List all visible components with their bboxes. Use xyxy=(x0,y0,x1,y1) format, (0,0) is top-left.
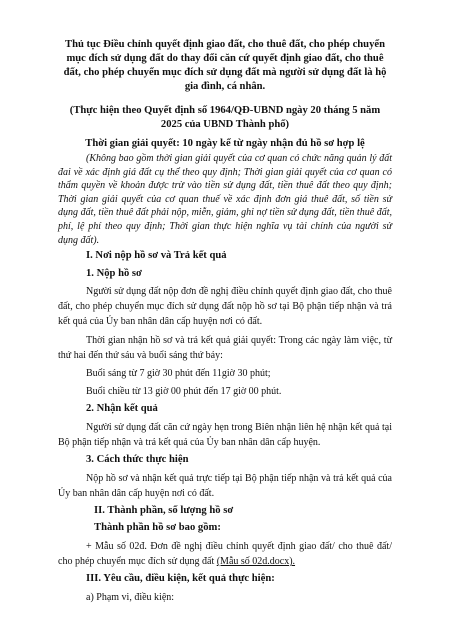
paragraph-method: Nộp hồ sơ và nhận kết quả trực tiếp tại Bộ phận tiếp nhận và trả kết quả của Ủy ban nhân dân cấp huyện nơi có đất. xyxy=(58,472,392,499)
document-title: Thủ tục Điều chỉnh quyết định giao đất, cho thuê đất, cho phép chuyển mục đích sử dụng đất do thay đổi căn cứ quyết định giao đất, cho thuê đất, cho phép chuyển mục đích sử dụng đất mà người sử dụng đất là hộ gia đình, cá nhân. xyxy=(63,39,387,92)
section-heading-3: III. Yêu cầu, điều kiện, kết quả thực hiện: xyxy=(86,573,275,585)
decision-reference: (Thực hiện theo Quyết định số 1964/QĐ-UBND ngày 20 tháng 5 năm 2025 của UBND Thành phố) xyxy=(69,105,381,130)
section-heading-1: I. Nơi nộp hồ sơ và Trả kết quả xyxy=(86,250,227,262)
paragraph-working-hours: Thời gian nhận hồ sơ và trả kết quả giải quyết: Trong các ngày làm việc, từ thứ hai đến thứ sáu và buổi sáng thứ bảy: xyxy=(58,334,392,361)
paragraph-scope: a) Phạm vi, điều kiện: xyxy=(86,591,175,603)
processing-time: Thời gian giải quyết: 10 ngày kể từ ngày nhận đủ hồ sơ hợp lệ xyxy=(85,138,365,149)
paragraph-morning-hours: Buổi sáng từ 7 giờ 30 phút đến 11giờ 30 phút; xyxy=(86,367,271,379)
paragraph-receive-result: Người sử dụng đất căn cứ ngày hẹn trong Biên nhận liên hệ nhận kết quả tại Bộ phận tiếp nhận và trả kết quả của Ủy ban nhân dân cấp huyện. xyxy=(58,421,392,448)
paragraph-submit-place: Người sử dụng đất nộp đơn đề nghị điều chỉnh quyết định giao đất, cho thuê đất, cho phép chuyển mục đích sử dụng đất nộp hồ sơ tại Bộ phận tiếp nhận và trả kết quả của Ủy ban nhân dân cấp huyện nơi có đất. xyxy=(58,285,392,328)
subheading-submit: 1. Nộp hồ sơ xyxy=(86,267,142,279)
subheading-components: Thành phần hồ sơ bao gồm: xyxy=(94,522,221,534)
form-file-link[interactable]: (Mẫu số 02d.docx). xyxy=(216,556,296,568)
section-heading-2: II. Thành phần, số lượng hồ sơ xyxy=(94,505,234,517)
subheading-receive: 2. Nhận kết quả xyxy=(86,403,158,415)
paragraph-form xyxy=(58,539,392,569)
processing-time-note: (Không bao gồm thời gian giải quyết của cơ quan có chức năng quản lý đất đai về xác định giá đất cụ thể theo quy định; Thời gian giải quyết của cơ quan có thẩm quyền về khoản được trừ vào tiền sử dụng đất, tiền thuê đất theo quy định; Thời gian giải quyết của cơ quan thuế về xác định đơn giá thuê đất, số tiền sử dụng đất, tiền thuê đất phải nộp, miễn, giảm, ghi nợ tiền sử dụng đất, tiền thuê đất, phí, lệ phí theo quy định; Thời gian thực hiện nghĩa vụ tài chính của người sử dụng đất). xyxy=(58,153,392,246)
form-description: + Mẫu số 02đ. Đơn đề nghị điều chỉnh quyết định giao đất/ cho thuê đất/ cho phép chuyển mục đích sử dụng đất xyxy=(58,540,392,568)
subheading-method: 3. Cách thức thực hiện xyxy=(86,454,189,466)
paragraph-afternoon-hours: Buổi chiều từ 13 giờ 00 phút đến 17 giờ 00 phút. xyxy=(86,386,282,398)
